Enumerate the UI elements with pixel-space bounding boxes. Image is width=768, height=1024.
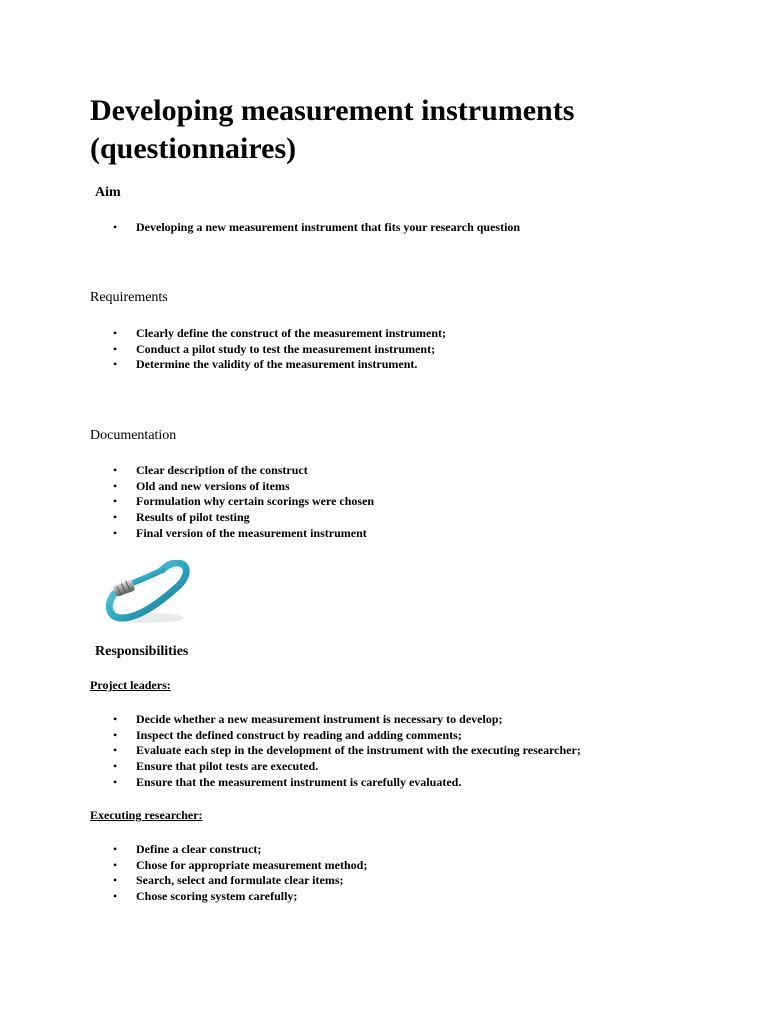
documentation-heading: Documentation [90,428,177,443]
list-item: • Formulation why certain scorings were chosen [0,494,374,510]
aim-list [0,220,520,236]
list-item: • Inspect the defined construct by reading and adding comments; [0,728,581,744]
executing-researcher-list [0,842,367,905]
list-item: • Results of pilot testing [0,510,374,526]
list-item: • Conduct a pilot study to test the measurement instrument; [0,342,446,358]
requirements-list [0,326,446,373]
project-leaders-list [0,712,581,791]
list-item: • Chose scoring system carefully; [0,889,367,905]
list-item: • Evaluate each step in the development of the instrument with the executing researcher; [0,743,581,759]
page-title: Developing measurement instruments (questionnaires) [90,94,575,165]
list-item: • Clearly define the construct of the measurement instrument; [0,326,446,342]
executing-researcher-label: Executing researcher: [90,808,203,822]
list-item: • Old and new versions of items [0,479,374,495]
responsibilities-heading: Responsibilities [95,644,189,659]
requirements-heading: Requirements [90,290,168,305]
list-item: • Developing a new measurement instrument that fits your research question [0,220,520,236]
carabiner-icon [100,560,192,626]
project-leaders-label: Project leaders: [90,678,171,692]
list-item: • Ensure that pilot tests are executed. [0,759,581,775]
list-item: • Chose for appropriate measurement method; [0,858,367,874]
list-item: • Clear description of the construct [0,463,374,479]
list-item: • Determine the validity of the measurement instrument. [0,357,446,373]
list-item: • Search, select and formulate clear items; [0,873,367,889]
documentation-list [0,463,374,542]
list-item: • Ensure that the measurement instrument is carefully evaluated. [0,775,581,791]
list-item: • Decide whether a new measurement instrument is necessary to develop; [0,712,581,728]
list-item: • Final version of the measurement instrument [0,526,374,542]
list-item: • Define a clear construct; [0,842,367,858]
aim-heading: Aim [95,185,121,200]
